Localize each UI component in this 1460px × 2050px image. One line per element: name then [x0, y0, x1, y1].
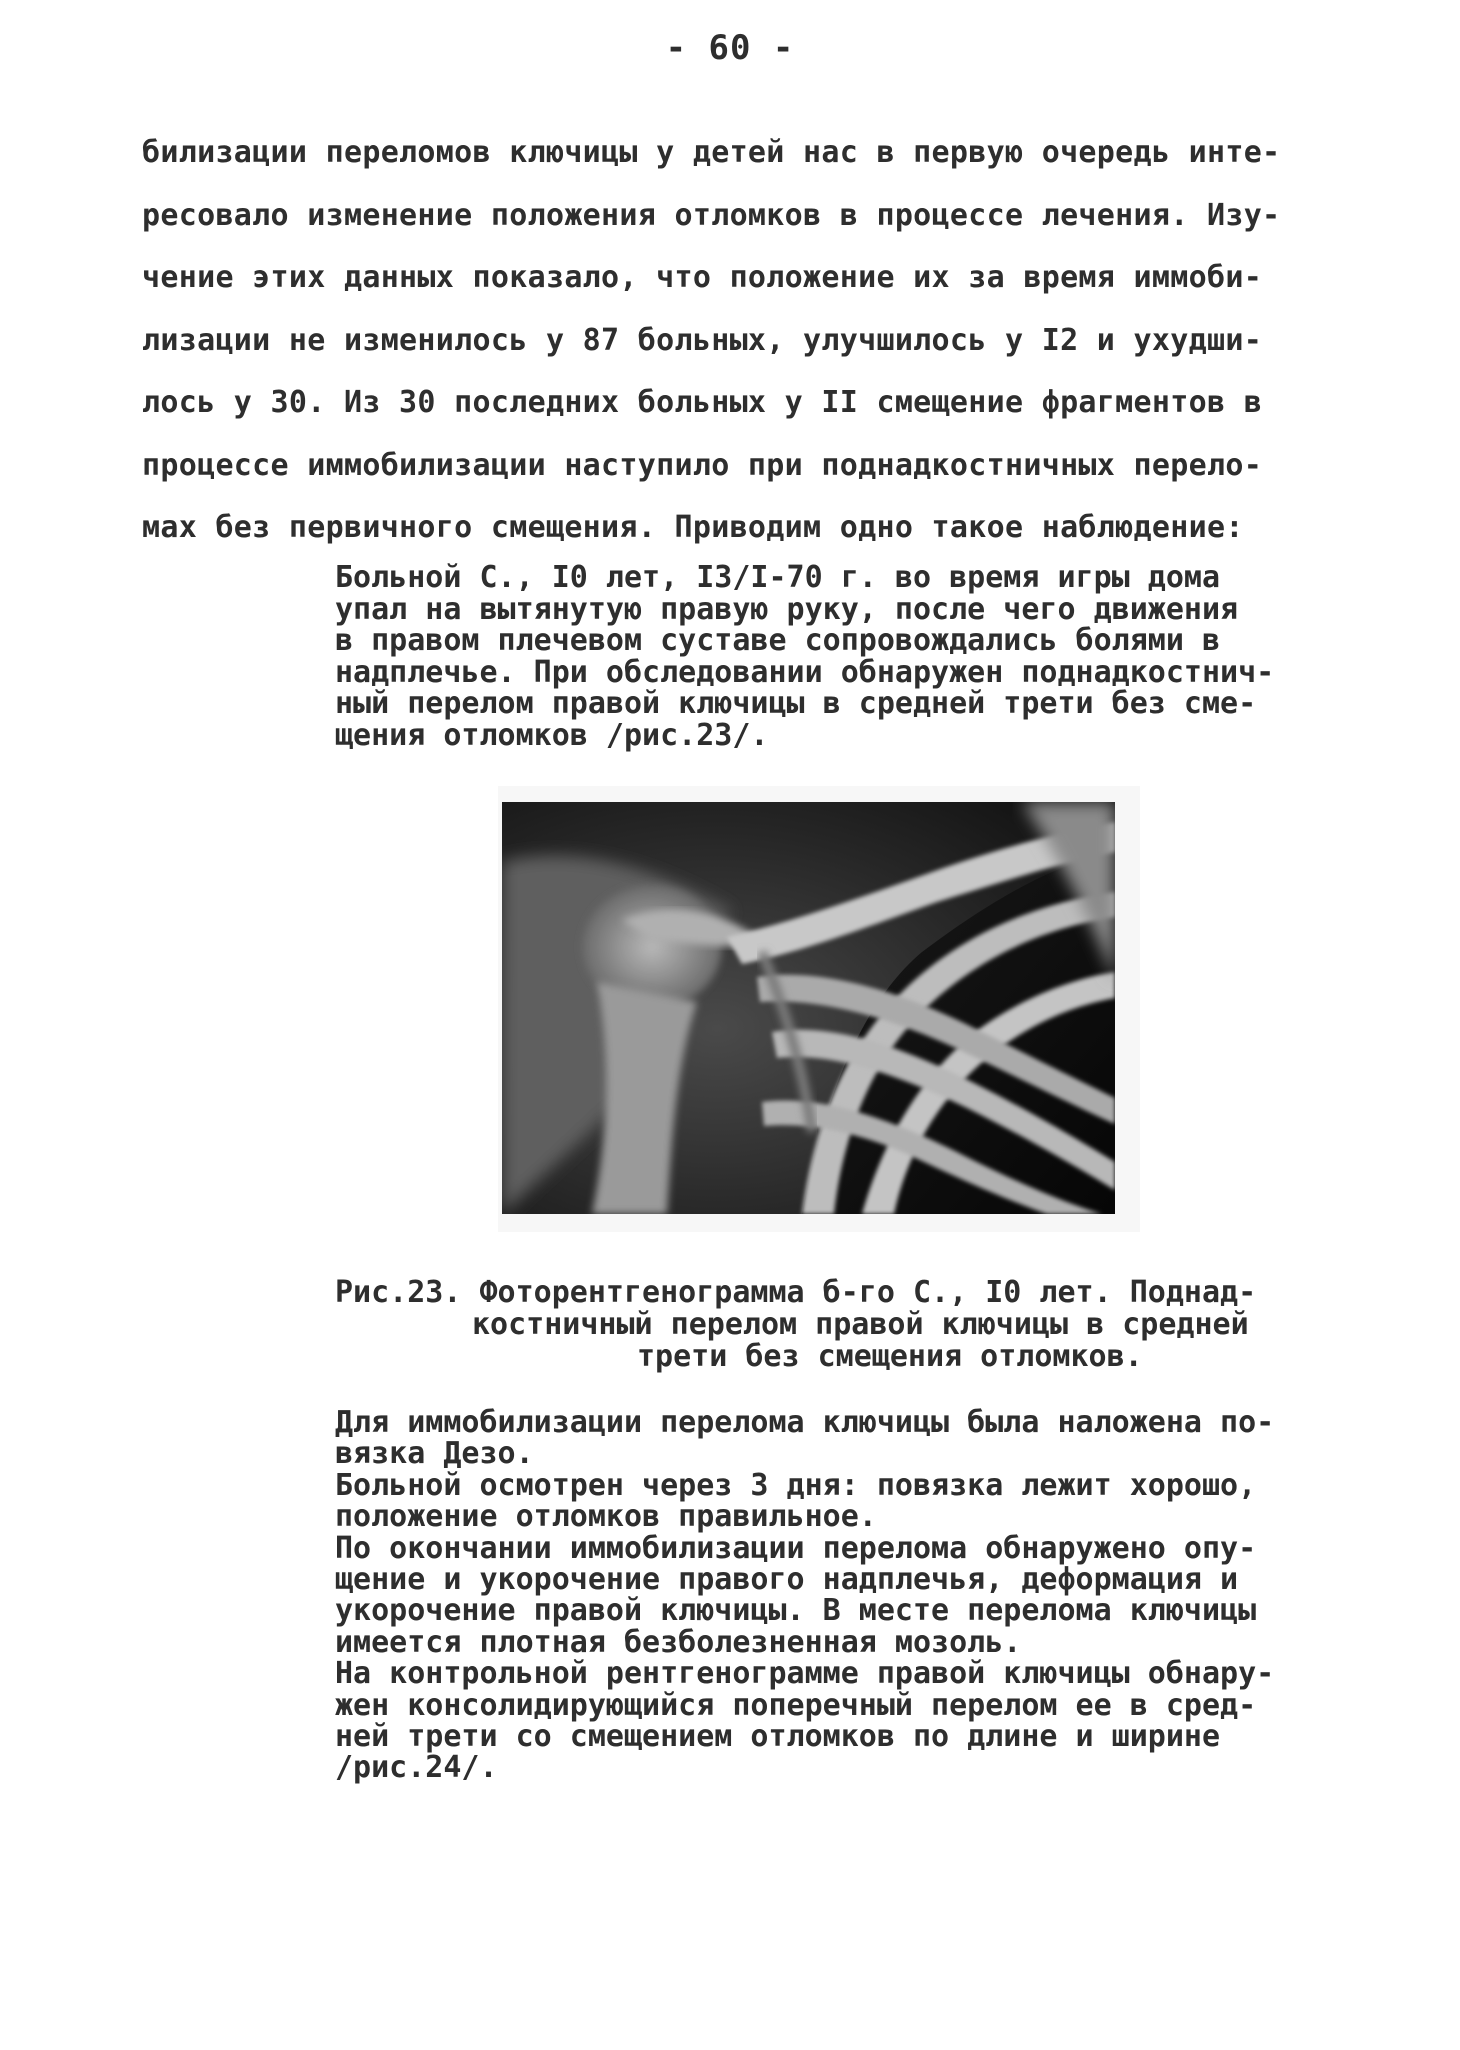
follow-up-line: положение отломков правильное.: [335, 1499, 877, 1535]
case-line: Больной С., I0 лет, I3/I-70 г. во время игры дома: [335, 560, 1221, 595]
follow-up-line: /рис.24/.: [335, 1750, 498, 1786]
follow-up-line: вязка Дезо.: [335, 1436, 534, 1472]
follow-up-line: На контрольной рентгенограмме правой ключицы обнару-: [335, 1656, 1275, 1692]
xray-image: [502, 802, 1115, 1214]
follow-up-line: Больной осмотрен через 3 дня: повязка лежит хорошо,: [335, 1467, 1257, 1503]
case-line: щения отломков /рис.23/.: [335, 717, 769, 753]
case-line: упал на вытянутую правую руку, после чего движения: [335, 591, 1239, 627]
body-line: лизации не изменилось у 87 больных, улучшилось у I2 и ухудши-: [142, 322, 1263, 358]
figure-caption: [335, 1277, 1335, 1373]
follow-up-line: По окончании иммобилизации перелома обнаружено опу-: [335, 1530, 1257, 1566]
body-line: мах без первичного смещения. Приводим одно такое наблюдение:: [142, 510, 1244, 545]
follow-up-line: ней трети со смещением отломков по длине и ширине: [335, 1719, 1221, 1755]
body-paragraph: [142, 122, 1312, 560]
body-line: процессе иммобилизации наступило при поднадкостничных перело-: [142, 447, 1263, 483]
radiograph-svg: [502, 802, 1115, 1214]
caption-line: костничный перелом правой ключицы в средней: [472, 1307, 1249, 1342]
body-line: билизации переломов ключицы у детей нас в первую очередь инте-: [142, 135, 1281, 170]
case-line: надплечье. При обследовании обнаружен поднадкостнич-: [335, 654, 1275, 690]
follow-up-line: жен консолидирующийся поперечный перелом ее в сред-: [335, 1687, 1257, 1723]
follow-up-line: Для иммобилизации перелома ключицы была наложена по-: [335, 1405, 1275, 1440]
follow-up-line: имеется плотная безболезненная мозоль.: [335, 1624, 1022, 1660]
page-number: - 60 -: [665, 28, 795, 68]
body-line: ресовало изменение положения отломков в процессе лечения. Изу-: [142, 197, 1281, 233]
body-line: чение этих данных показало, что положение их за время иммоби-: [142, 260, 1263, 295]
case-line: ный перелом правой ключицы в средней трети без сме-: [335, 686, 1257, 721]
body-line: лось у 30. Из 30 последних больных у II смещение фрагментов в: [142, 385, 1263, 420]
case-line: в правом плечевом суставе сопровождались болями в: [335, 623, 1221, 658]
figure-frame: [498, 786, 1140, 1232]
caption-line: трети без смещения отломков.: [637, 1339, 1143, 1374]
follow-up-line: укорочение правой ключицы. В месте перелома ключицы: [335, 1593, 1257, 1629]
follow-up-line: щение и укорочение правого надплечья, деформация и: [335, 1562, 1239, 1598]
case-report: [335, 562, 1325, 751]
caption-line: Рис.23. Фоторентгенограмма б-го С., I0 лет. Поднад-: [335, 1275, 1257, 1310]
follow-up-text: [335, 1407, 1335, 1784]
